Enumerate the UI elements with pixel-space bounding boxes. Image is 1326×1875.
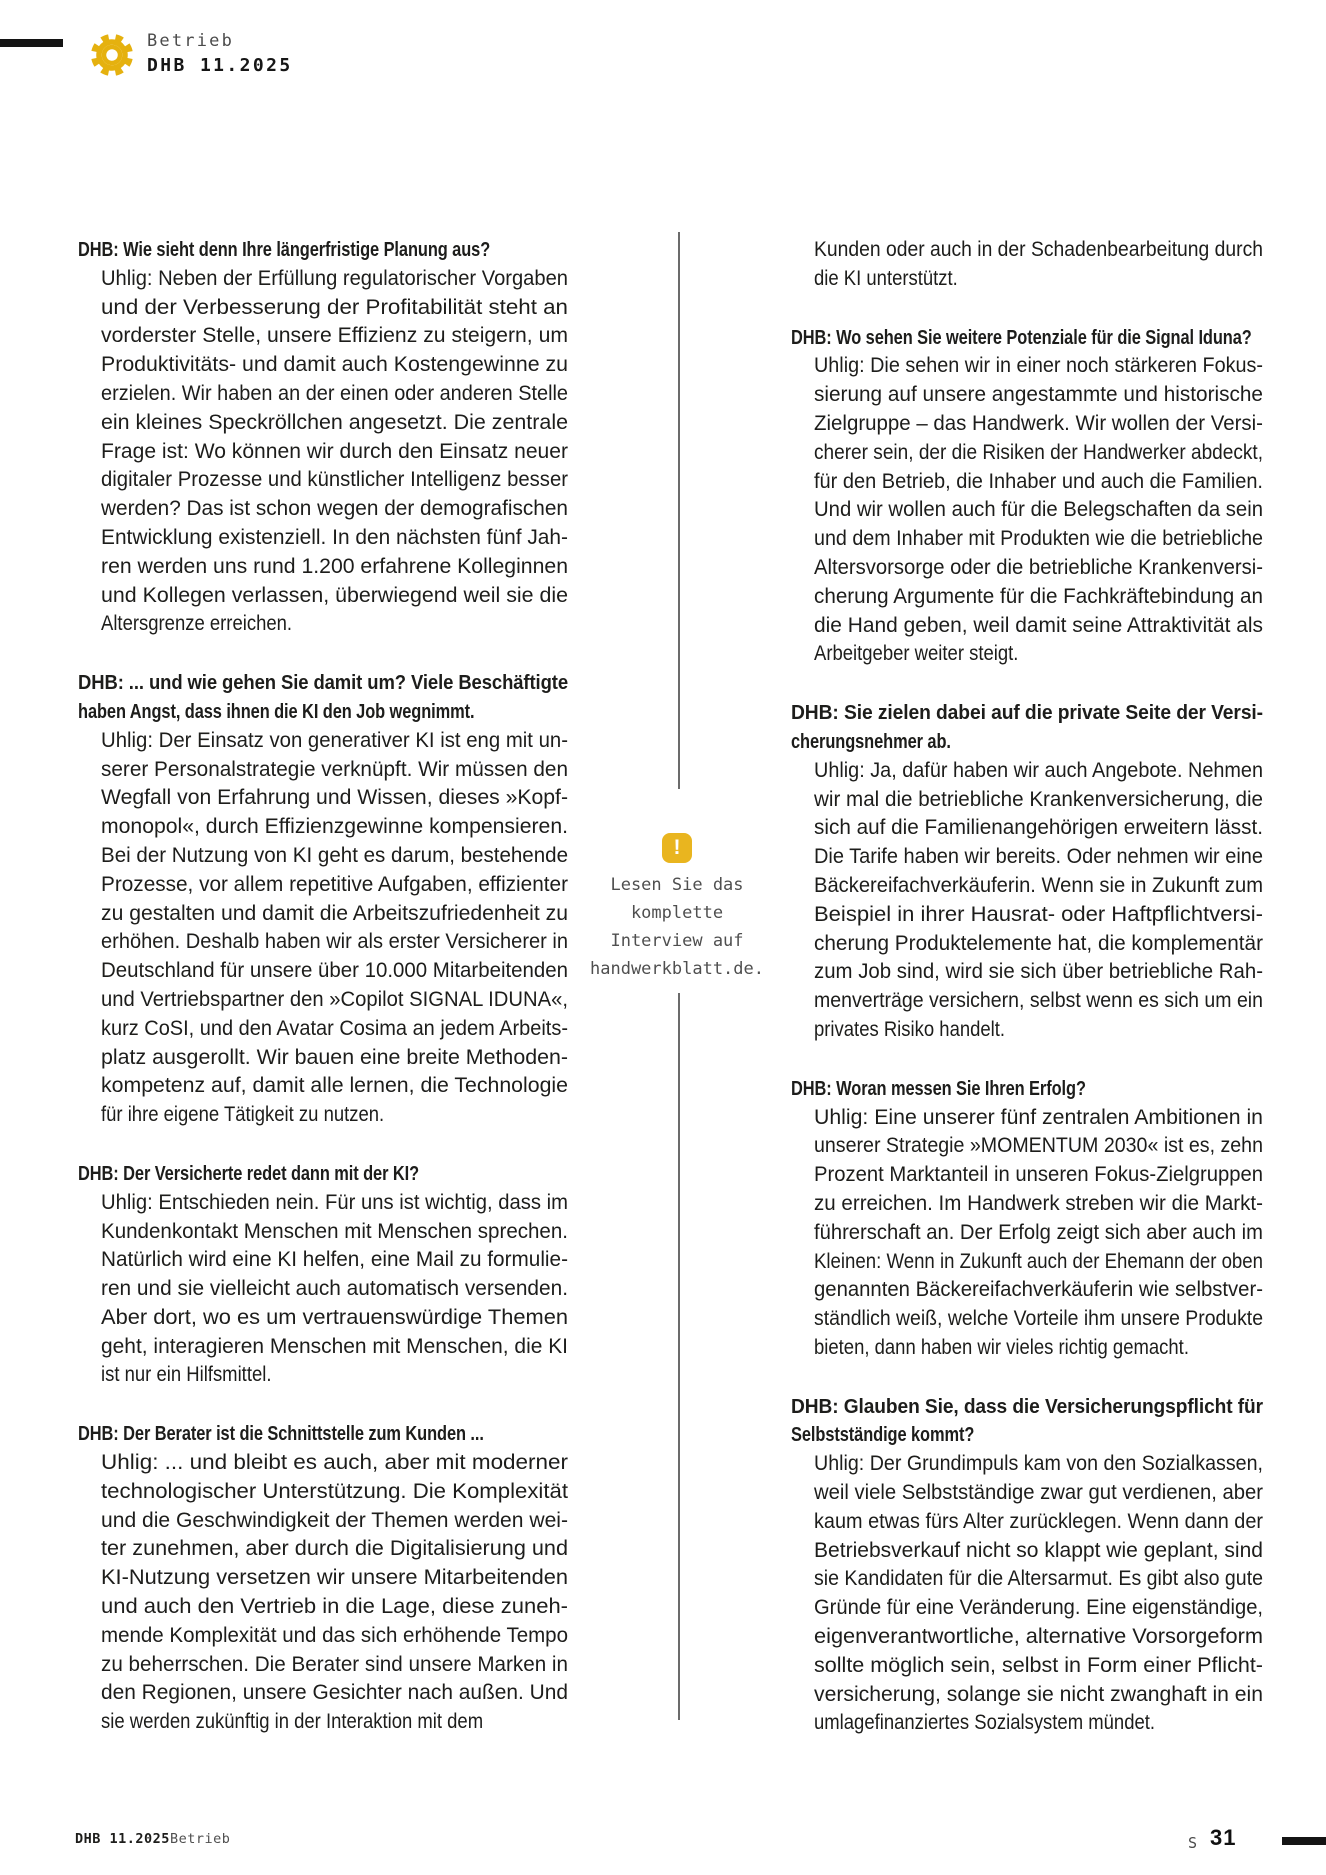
answer-line: kaum etwas fürs Alter zurücklegen. Wenn dann der (814, 1509, 1263, 1533)
answer-line: führerschaft an. Der Erfolg zeigt sich aber auch im (814, 1220, 1263, 1244)
answer-line: Bäckereifachverkäuferin. Wenn sie in Zukunft zum (814, 873, 1263, 897)
answer-line: für den Betrieb, die Inhaber und auch die Familien. (814, 469, 1263, 493)
footer-page-number: 31 (1210, 1825, 1237, 1850)
answer-line: Bei der Nutzung von KI geht es darum, bestehende (101, 843, 568, 867)
question-line: cherungsnehmer ab. (791, 729, 951, 753)
answer-line: Beispiel in ihrer Hausrat- oder Haftpflichtversi- (814, 902, 1263, 926)
answer-line: umlagefinanziertes Sozialsystem mündet. (814, 1711, 1156, 1735)
answer-line: eigenverantwortliche, alternative Vorsorgeform (814, 1625, 1263, 1649)
answer-line: Gründe für eine Veränderung. Eine eigenständige, (814, 1596, 1263, 1620)
answer-line: platz ausgerollt. Wir bauen eine breite Methoden- (101, 1045, 568, 1069)
question-line: DHB: Woran messen Sie Ihren Erfolg? (791, 1076, 1086, 1100)
question-line: Selbstständige kommt? (791, 1423, 975, 1447)
footer-page-prefix: S (1188, 1834, 1198, 1852)
answer-line: Altersgrenze erreichen. (101, 612, 293, 636)
answer-line: geht, interagieren Menschen mit Menschen, die KI (101, 1334, 568, 1358)
answer-line: ist nur ein Hilfsmittel. (101, 1363, 272, 1387)
answer-line: Uhlig: Eine unserer fünf zentralen Ambitionen in (814, 1105, 1263, 1129)
answer-line: Und wir wollen auch für die Belegschaften da sein (814, 498, 1263, 522)
issue-label: DHB 11.2025 (147, 55, 293, 76)
answer-line: Aber dort, wo es um vertrauenswürdige Themen (101, 1305, 568, 1329)
answer-line: mende Komplexität und das sich erhöhende Tempo (101, 1623, 568, 1647)
question-line: DHB: Sie zielen dabei auf die private Seite der Versi- (791, 701, 1263, 725)
answer-line: Betriebsverkauf nicht so klappt wie geplant, sind (814, 1538, 1263, 1562)
question-line: DHB: Der Berater ist die Schnittstelle zum Kunden ... (78, 1422, 484, 1446)
answer-line: sich auf die Familienangehörigen erweitern lässt. (814, 816, 1263, 840)
top-left-rule (0, 39, 63, 47)
answer-line: Natürlich wird eine KI helfen, eine Mail zu formulie- (101, 1248, 568, 1272)
answer-line: Arbeitgeber weiter steigt. (814, 642, 1019, 666)
answer-line: sie werden zukünftig in der Interaktion mit dem (101, 1710, 484, 1734)
answer-line: cherung Argumente für die Fachkräftebindung an (814, 584, 1263, 608)
callout-line: komplette (630, 903, 724, 923)
answer-line: Kleinen: Wenn in Zukunft auch der Ehemann der oben (814, 1249, 1263, 1273)
question-line: DHB: Der Versicherte redet dann mit der KI? (78, 1161, 420, 1185)
answer-line: cherer sein, der die Risiken der Handwerker abdeckt, (814, 440, 1263, 464)
answer-line: und auch den Vertrieb in die Lage, diese zuneh- (101, 1595, 568, 1619)
answer-line: wir mal die betriebliche Krankenversicherung, die (814, 787, 1263, 811)
answer-line: ter zunehmen, aber durch die Digitalisierung und (101, 1537, 568, 1561)
answer-line: ein kleines Speckröllchen angesetzt. Die zentrale (101, 410, 568, 434)
answer-line: weil viele Selbstständige zwar gut verdienen, aber (814, 1481, 1263, 1505)
answer-line: kompetenz auf, damit alle lernen, die Technologie (101, 1074, 568, 1098)
answer-line: privates Risiko handelt. (814, 1017, 1006, 1041)
answer-line: technologischer Unterstützung. Die Komplexität (101, 1479, 568, 1503)
answer-line: Uhlig: Die sehen wir in einer noch stärkeren Fokus- (814, 354, 1263, 378)
answer-line: sollte möglich sein, selbst in Form einer Pflicht- (814, 1653, 1263, 1677)
qa-block (791, 236, 1263, 294)
answer-line: cherung Produktelemente hat, die komplementär (814, 931, 1263, 955)
answer-line: Kunden oder auch in der Schadenbearbeitung durch (814, 238, 1263, 261)
answer-line: Uhlig: Der Einsatz von generativer KI ist eng mit un- (101, 728, 568, 752)
answer-line: und der Verbesserung der Profitabilität steht an (101, 295, 568, 319)
answer-line: menverträge versichern, selbst wenn es sich um ein (814, 989, 1263, 1013)
answer-line: Zielgruppe – das Handwerk. Wir wollen der Versi- (814, 411, 1263, 435)
bottom-right-rule (1282, 1837, 1326, 1845)
callout-text (577, 871, 777, 983)
answer-line: digitaler Prozesse und künstlicher Intelligenz besser (101, 468, 568, 492)
answer-line: Entwicklung existenziell. In den nächsten fünf Jah- (101, 525, 568, 549)
qa-block (78, 236, 568, 639)
footer-section-label: Betrieb (170, 1831, 231, 1847)
qa-block (791, 699, 1263, 1045)
answer-line: und Kollegen verlassen, überwiegend weil sie die (101, 583, 568, 607)
interview-callout (577, 833, 777, 983)
answer-line: für ihre eigene Tätigkeit zu nutzen. (101, 1103, 385, 1127)
answer-line: serer Personalstrategie verknüpft. Wir müssen den (101, 757, 568, 781)
answer-line: versicherung, solange sie nicht zwanghaft in ein (814, 1682, 1263, 1706)
section-kicker: Betrieb (147, 31, 235, 51)
answer-line: erzielen. Wir haben an der einen oder anderen Stelle (101, 381, 568, 405)
answer-line: die Hand geben, weil damit seine Attraktivität als (814, 613, 1263, 637)
answer-line: ren werden uns rund 1.200 erfahrene Kolleginnen (101, 554, 568, 578)
answer-line: werden? Das ist schon wegen der demografischen (101, 497, 568, 521)
answer-line: genannten Bäckereifachverkäuferin wie selbstver- (814, 1278, 1263, 1302)
answer-line: vorderster Stelle, unsere Effizienz zu steigern, um (101, 324, 568, 348)
answer-line: bieten, dann haben wir vieles richtig gemacht. (814, 1335, 1189, 1359)
answer-line: Altersvorsorge oder die betriebliche Krankenversi- (814, 555, 1263, 579)
answer-line: Kundenkontakt Menschen mit Menschen sprechen. (101, 1219, 568, 1243)
answer-line: ren und sie vielleicht auch automatisch versenden. (101, 1277, 568, 1301)
answer-line: Wegfall von Erfahrung und Wissen, dieses »Kopf- (101, 786, 568, 810)
answer-line: sierung auf unsere angestammte und historische (814, 383, 1263, 407)
answer-line: Deutschland für unsere über 10.000 Mitarbeitenden (101, 959, 568, 983)
answer-line: Uhlig: Entschieden nein. Für uns ist wichtig, dass im (101, 1190, 568, 1214)
answer-line: den Regionen, unsere Gesichter nach außen. Und (101, 1681, 568, 1705)
answer-line: zum Job sind, wird sie sich über betriebliche Rah- (814, 960, 1263, 984)
footer-issue-label: DHB 11.2025 (75, 1831, 170, 1847)
qa-block (78, 669, 568, 1130)
answer-line: ständlich weiß, welche Vorteile ihm unsere Produkte (814, 1307, 1263, 1331)
callout-url: handwerkblatt.de. (590, 959, 764, 979)
answer-line: und die Geschwindigkeit der Themen werden wei- (101, 1508, 568, 1532)
answer-line: Uhlig: Neben der Erfüllung regulatorischer Vorgaben (101, 266, 568, 290)
gear-icon (90, 33, 134, 82)
exclamation-icon: ! (662, 833, 692, 863)
question-line: haben Angst, dass ihnen die KI den Job wegnimmt. (78, 699, 475, 723)
question-line: DHB: ... und wie gehen Sie damit um? Viele Beschäftigte (78, 671, 568, 695)
answer-line: Prozesse, vor allem repetitive Aufgaben, effizienter (101, 872, 568, 896)
callout-line: Interview auf (610, 931, 744, 951)
article-column-right (791, 236, 1263, 1738)
column-divider-lower (678, 993, 680, 1720)
answer-line: Uhlig: ... und bleibt es auch, aber mit moderner (101, 1451, 568, 1475)
answer-line: und dem Inhaber mit Produkten wie die betriebliche (814, 527, 1263, 551)
answer-line: sie Kandidaten für die Altersarmut. Es gibt also gute (814, 1567, 1263, 1591)
answer-line: erhöhen. Deshalb haben wir als erster Versicherer in (101, 930, 568, 954)
answer-line: kurz CoSI, und den Avatar Cosima an jedem Arbeits- (101, 1016, 568, 1040)
qa-block (78, 1160, 568, 1390)
qa-block (78, 1420, 568, 1737)
answer-line: zu erreichen. Im Handwerk streben wir die Markt- (814, 1191, 1263, 1215)
answer-line: unserer Strategie »MOMENTUM 2030« ist es, zehn (814, 1134, 1263, 1158)
answer-line: zu gestalten und damit die Arbeitszufriedenheit zu (101, 901, 568, 925)
qa-block (791, 1075, 1263, 1363)
answer-line: KI-Nutzung versetzen wir unsere Mitarbeitenden (101, 1566, 568, 1590)
answer-line: und Vertriebspartner den »Copilot SIGNAL IDUNA«, (101, 987, 568, 1011)
answer-line: die KI unterstützt. (814, 266, 958, 290)
column-divider-upper (678, 232, 680, 789)
article-column-left (78, 236, 568, 1737)
qa-block (791, 324, 1263, 670)
answer-line: Frage ist: Wo können wir durch den Einsatz neuer (101, 439, 568, 463)
answer-line: Produktivitäts- und damit auch Kostengewinne zu (101, 353, 568, 377)
qa-block (791, 1393, 1263, 1739)
question-line: DHB: Wo sehen Sie weitere Potenziale für die Signal Iduna? (791, 325, 1252, 349)
answer-line: Die Tarife haben wir bereits. Oder nehmen wir eine (814, 845, 1263, 869)
answer-line: Uhlig: Der Grundimpuls kam von den Sozialkassen, (814, 1452, 1263, 1476)
answer-line: monopol«, durch Effizienzgewinne kompensieren. (101, 815, 568, 839)
question-line: DHB: Glauben Sie, dass die Versicherungspflicht für (791, 1394, 1263, 1418)
answer-line: Prozent Marktanteil in unseren Fokus-Zielgruppen (814, 1163, 1263, 1187)
answer-line: Uhlig: Ja, dafür haben wir auch Angebote. Nehmen (814, 758, 1263, 782)
callout-line: Lesen Sie das (610, 875, 744, 895)
answer-line: zu beherrschen. Die Berater sind unsere Marken in (101, 1652, 568, 1676)
question-line: DHB: Wie sieht denn Ihre längerfristige Planung aus? (78, 238, 491, 261)
